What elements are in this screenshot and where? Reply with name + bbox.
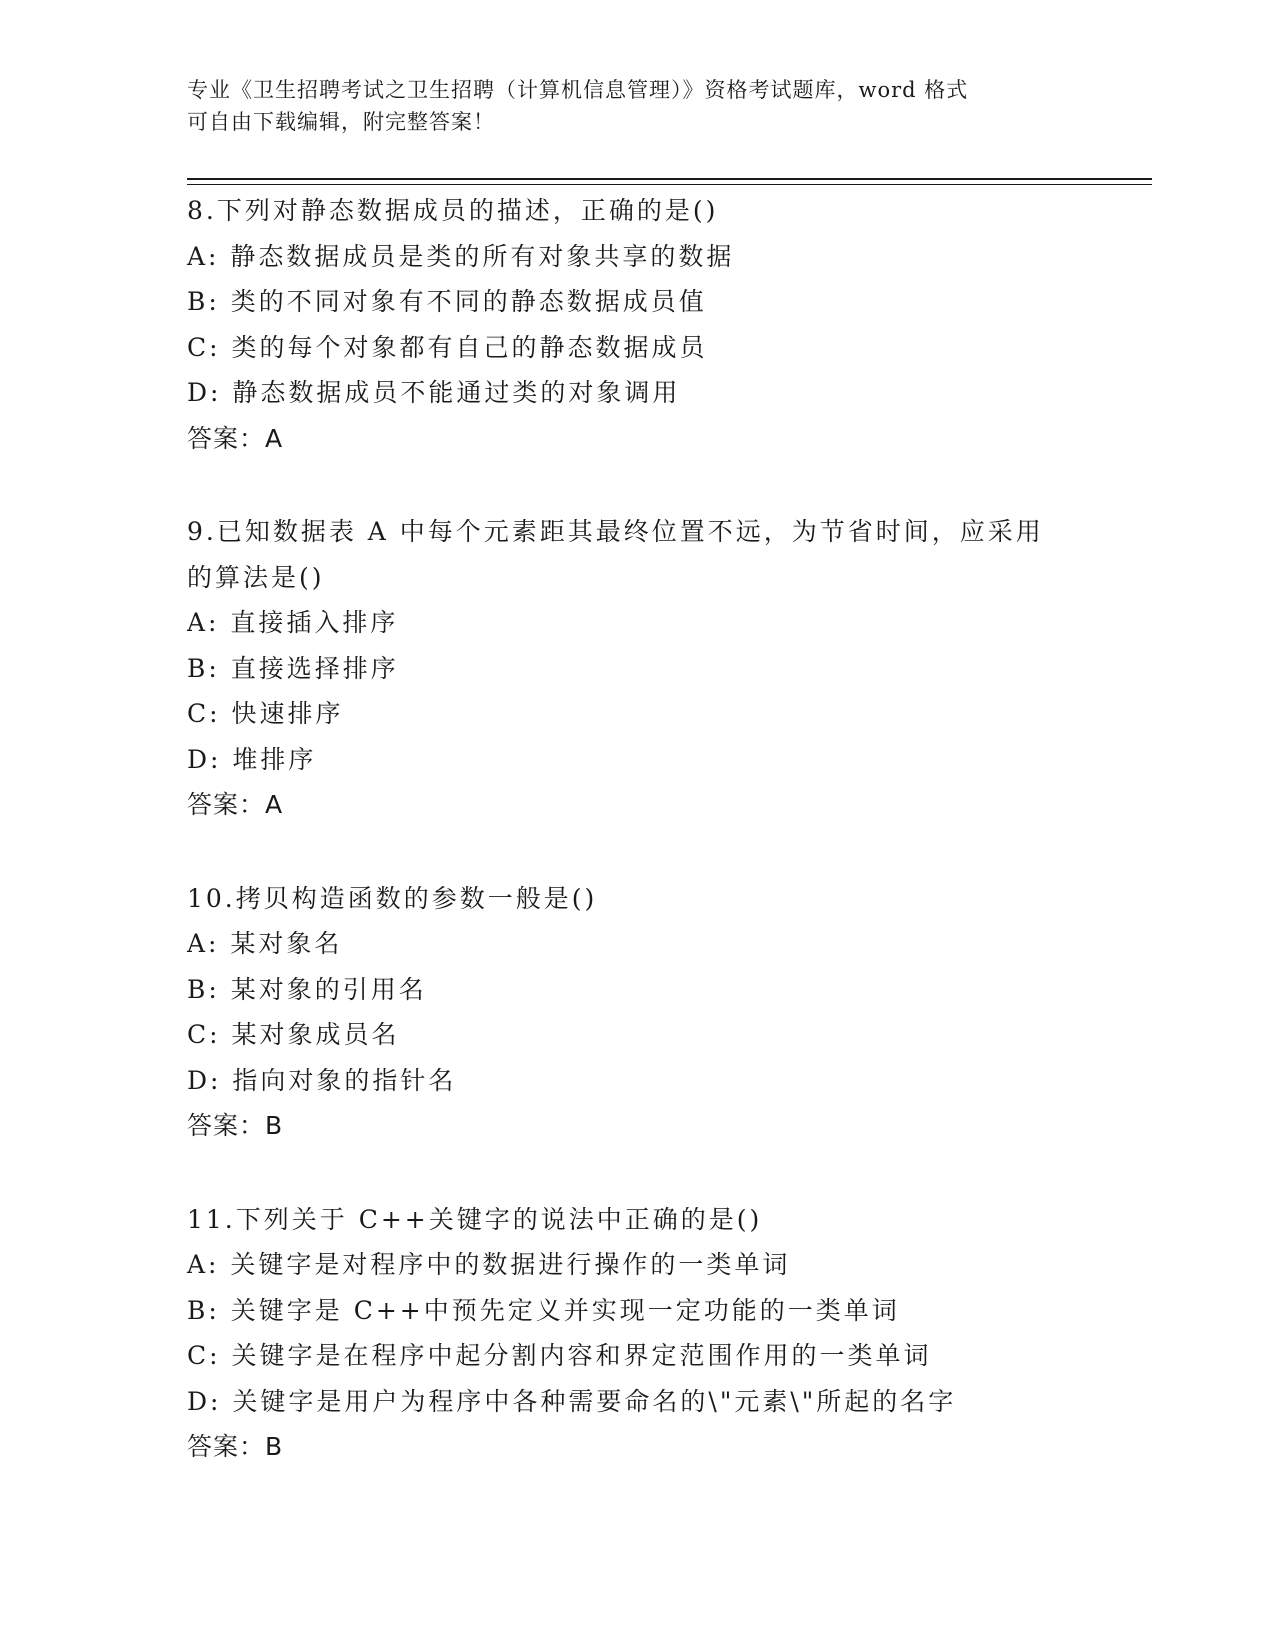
option-b: B: 关键字是 C++中预先定义并实现一定功能的一类单词 (187, 1295, 900, 1325)
answer-value: A (265, 423, 286, 453)
answer-label: 答案： (187, 423, 266, 453)
option-d: D: 关键字是用户为程序中各种需要命名的\"元素\"所起的名字 (187, 1386, 957, 1416)
question-stem-line-2: 的算法是() (187, 562, 325, 592)
answer-value: B (265, 1432, 286, 1461)
document-header (187, 74, 1087, 138)
option-d: D: 指向对象的指针名 (187, 1065, 457, 1095)
answer-line (187, 1103, 1087, 1149)
answer-label: 答案： (187, 790, 266, 819)
option-d: D: 堆排序 (187, 744, 317, 774)
answer-value: A (265, 790, 286, 819)
question-list (187, 188, 1087, 1518)
answer-line (187, 416, 1087, 462)
header-rule-thick (187, 178, 1152, 180)
question-9 (187, 509, 1087, 828)
question-10 (187, 876, 1087, 1149)
question-stem: 10.拷贝构造函数的参数一般是() (187, 883, 598, 913)
option-b: B: 直接选择排序 (187, 653, 399, 683)
question-stem: 11.下列关于 C++关键字的说法中正确的是() (187, 1204, 763, 1234)
header-rule-thin (187, 184, 1152, 185)
option-b: B: 某对象的引用名 (187, 974, 427, 1004)
question-stem-line-1: 9.已知数据表 A 中每个元素距其最终位置不远，为节省时间，应采用 (187, 517, 1044, 546)
option-a: A: 静态数据成员是类的所有对象共享的数据 (187, 241, 735, 271)
option-c: C: 类的每个对象都有自己的静态数据成员 (187, 332, 708, 362)
option-d: D: 静态数据成员不能通过类的对象调用 (187, 378, 681, 407)
header-line-1: 专业《卫生招聘考试之卫生招聘（计算机信息管理）》资格考试题库，word 格式 (187, 78, 969, 102)
answer-value: B (265, 1111, 286, 1140)
question-8 (187, 188, 1087, 461)
option-a: A: 直接插入排序 (187, 608, 399, 637)
answer-line (187, 782, 1087, 828)
option-c: C: 某对象成员名 (187, 1020, 400, 1049)
answer-label: 答案： (187, 1432, 266, 1461)
option-a: A: 某对象名 (187, 929, 343, 958)
option-a: A: 关键字是对程序中的数据进行操作的一类单词 (187, 1250, 791, 1279)
question-stem: 8.下列对静态数据成员的描述，正确的是() (187, 196, 719, 225)
option-c: C: 关键字是在程序中起分割内容和界定范围作用的一类单词 (187, 1341, 932, 1370)
option-c: C: 快速排序 (187, 699, 344, 728)
option-b: B: 类的不同对象有不同的静态数据成员值 (187, 287, 707, 316)
question-11 (187, 1197, 1087, 1470)
answer-line (187, 1424, 1087, 1470)
header-line-2: 可自由下载编辑，附完整答案！ (187, 110, 495, 134)
answer-label: 答案： (187, 1111, 266, 1140)
